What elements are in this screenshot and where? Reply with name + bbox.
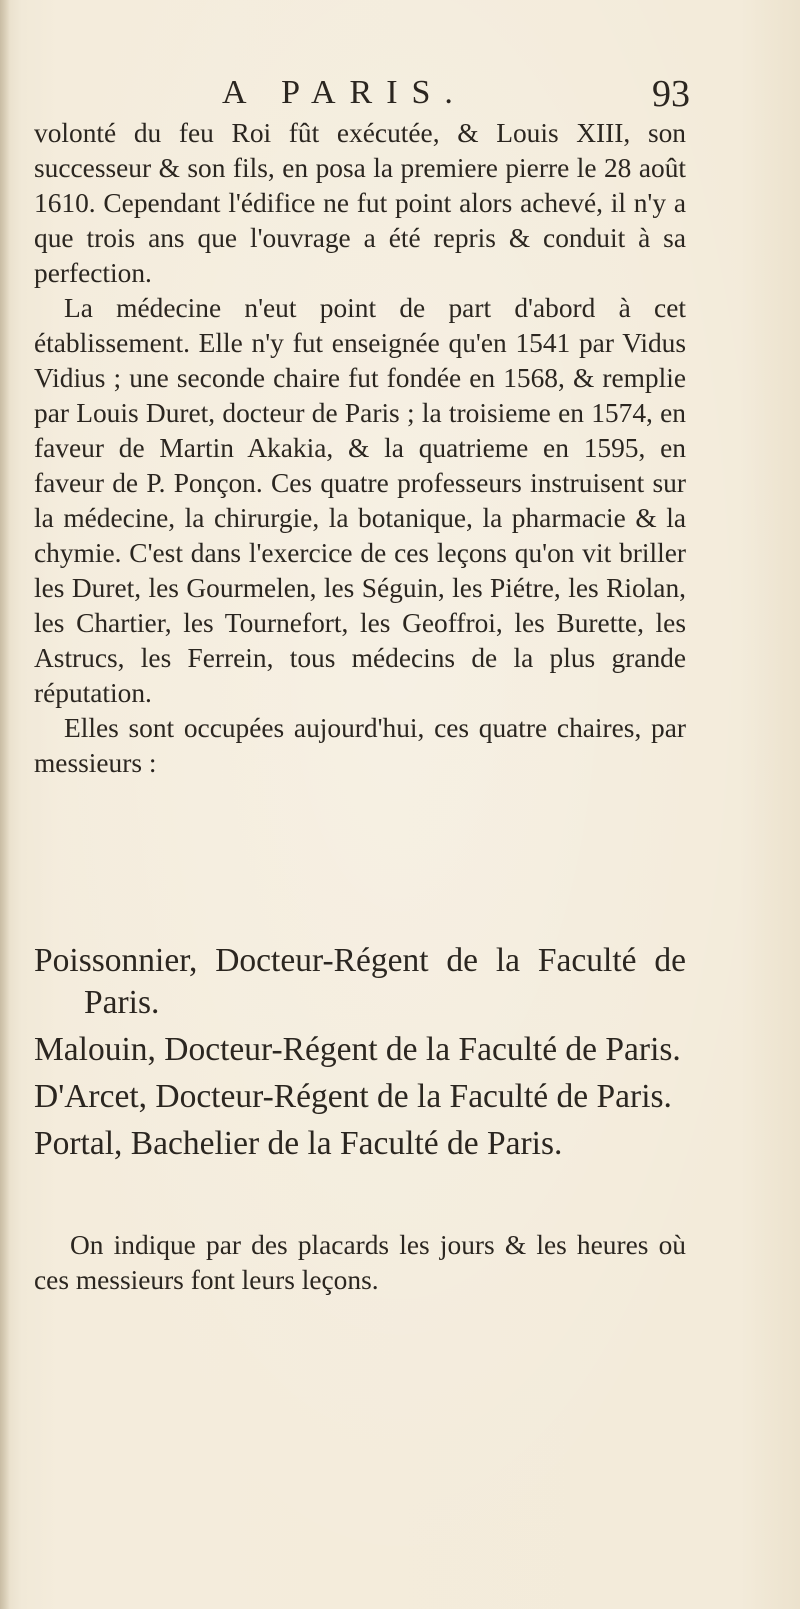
professor-entry: Portal, Bachelier de la Faculté de Paris. — [34, 1125, 563, 1162]
professor-entry: Malouin, Docteur-Régent de la Faculté de Paris. — [34, 1031, 681, 1068]
page-gutter-shadow — [0, 0, 10, 1609]
paragraph-chairs-intro: Elles sont occupées aujourd'hui, ces quatre chaires, par messieurs : — [34, 713, 686, 778]
professor-entry: D'Arcet, Docteur-Régent de la Faculté de Paris. — [34, 1078, 672, 1115]
professor-entry: Poissonnier, Docteur-Régent de la Faculté de Paris. — [34, 942, 686, 1021]
paragraph-continuation: volonté du feu Roi fût exécutée, & Louis XIII, son successeur & son fils, en posa la premiere pierre le 28 août 1610. Cependant l'édifice ne fut point alors achevé, il n'y a que trois ans que l'ouvrage a été repris & conduit à sa perfection. — [34, 118, 686, 288]
page-number: 93 — [652, 73, 690, 115]
body-text — [34, 116, 686, 781]
closing-paragraph: On indique par des placards les jours & les heures où ces messieurs font leurs leçons. — [34, 1230, 686, 1295]
paragraph-medicine: La médecine n'eut point de part d'abord à cet établissement. Elle n'y fut enseignée qu'en 1541 par Vidus Vidius ; une seconde chaire fut fondée en 1568, & remplie par Louis Duret, docteur de Paris ; la troisieme en 1574, en faveur de Martin Akakia, & la quatrieme en 1595, en faveur de P. Ponçon. Ces quatre professeurs instruisent sur la médecine, la chirurgie, la botanique, la pharmacie & la chymie. C'est dans l'exercice de ces leçons qu'on vit briller les Duret, les Gourmelen, les Séguin, les Piétre, les Riolan, les Chartier, les Tournefort, les Geoffroi, les Burette, les Astrucs, les Ferrein, tous médecins de la plus grande réputation. — [34, 293, 686, 708]
professor-list — [34, 940, 686, 1170]
running-head: A PARIS. — [222, 74, 467, 111]
